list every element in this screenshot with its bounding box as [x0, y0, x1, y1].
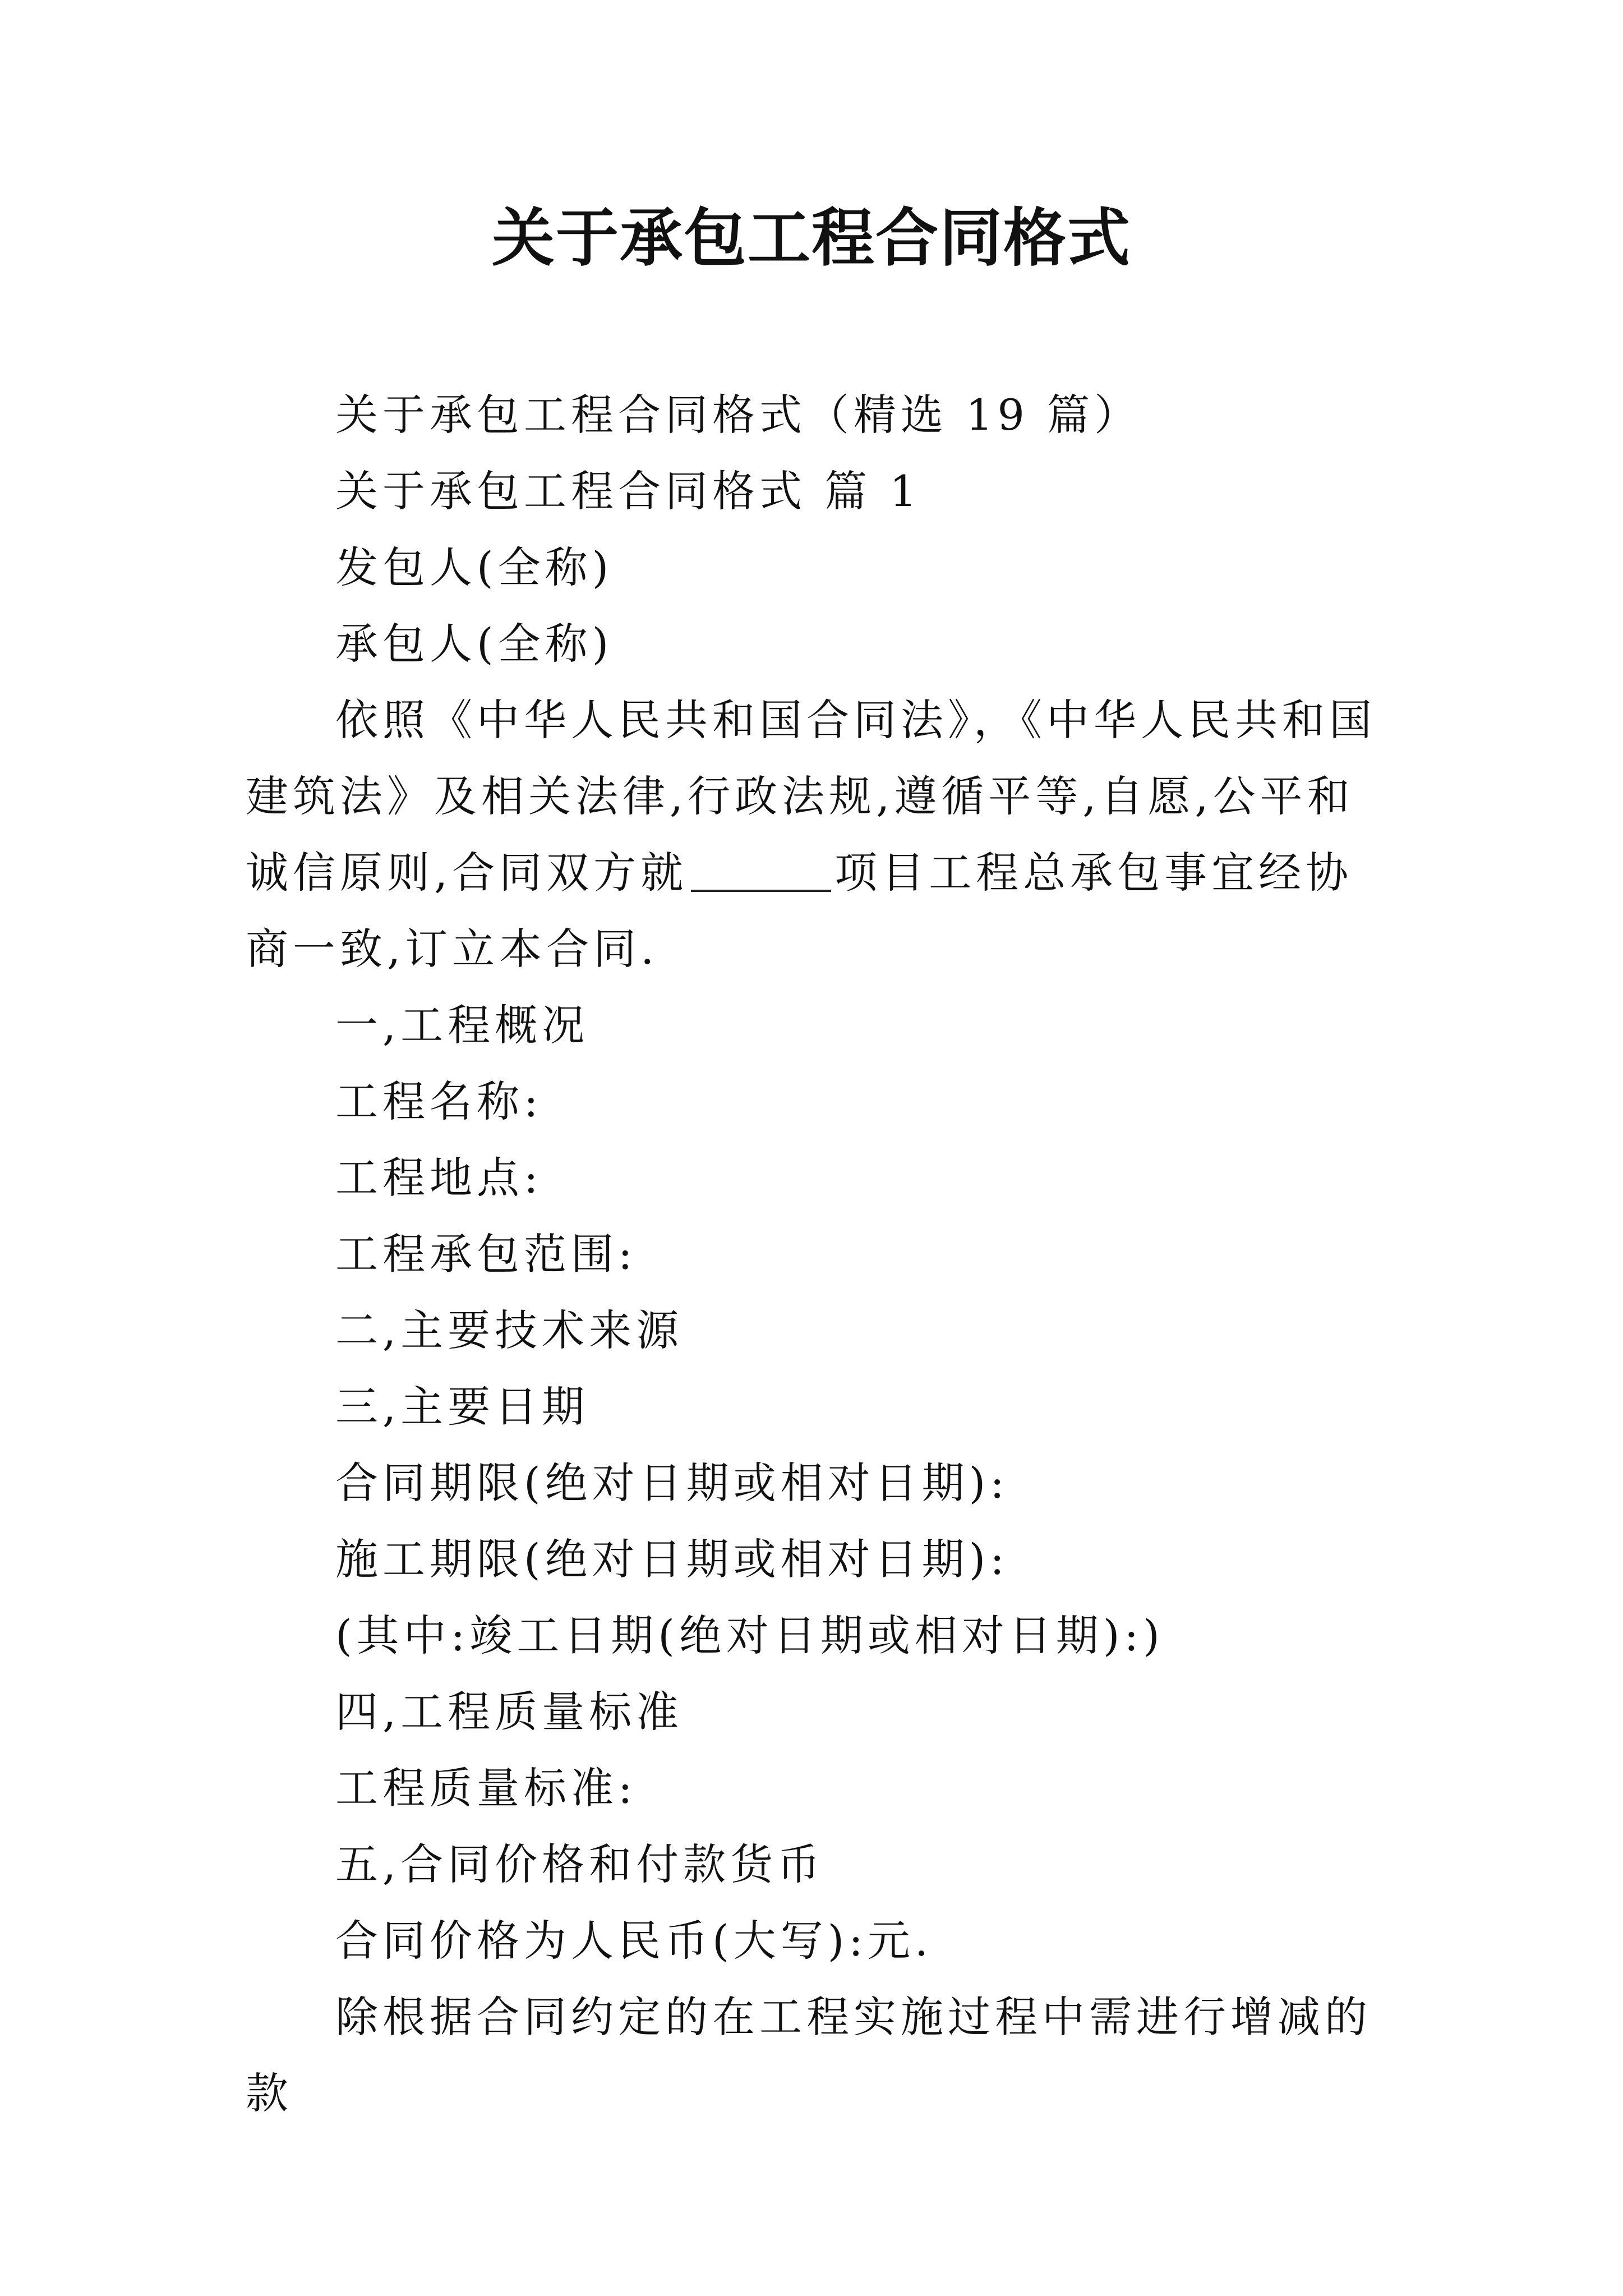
project-name-line: 工程名称: — [335, 1076, 543, 1126]
construction-term-line: 施工期限(绝对日期或相对日期): — [335, 1534, 1009, 1584]
completion-date-line: (其中:竣工日期(绝对日期或相对日期):) — [335, 1611, 1164, 1660]
price-adjustment-line: 除根据合同约定的在工程实施过程中需进行增减的款 — [246, 1992, 1372, 2118]
preamble-text-part1: 依照《中华人民共和国合同法》，《中华人民共和国建筑法》及相关法律,行政法规,遵循平等,自愿,公平和诚信原则,合同双方就 — [246, 695, 1376, 898]
project-name-blank — [691, 856, 831, 892]
preamble-paragraph — [246, 682, 1390, 987]
employer-line: 发包人(全称) — [335, 542, 614, 592]
clause-heading-1: 一,工程概况 — [335, 1000, 589, 1050]
document-body — [246, 377, 1390, 2132]
quality-standard-line: 工程质量标准: — [335, 1763, 637, 1813]
section-heading: 关于承包工程合同格式 篇 1 — [335, 466, 921, 516]
contract-term-line: 合同期限(绝对日期或相对日期): — [335, 1458, 1009, 1508]
clause-heading-4: 四,工程质量标准 — [335, 1687, 684, 1737]
clause-heading-5: 五,合同价格和付款货币 — [335, 1839, 825, 1889]
document-title: 关于承包工程合同格式 — [492, 202, 1131, 275]
project-location-line: 工程地点: — [335, 1153, 543, 1203]
project-scope-line: 工程承包范围: — [335, 1229, 637, 1279]
contract-price-line: 合同价格为人民币(大写):元. — [335, 1916, 933, 1966]
subtitle-line: 关于承包工程合同格式（精选 19 篇） — [335, 390, 1142, 440]
clause-heading-2: 二,主要技术来源 — [335, 1305, 684, 1355]
preamble-text-part2: 项目工程总承包事宜经协商一致,订立本合同. — [246, 848, 1353, 974]
contractor-line: 承包人(全称) — [335, 619, 614, 669]
clause-heading-3: 三,主要日期 — [335, 1382, 589, 1432]
